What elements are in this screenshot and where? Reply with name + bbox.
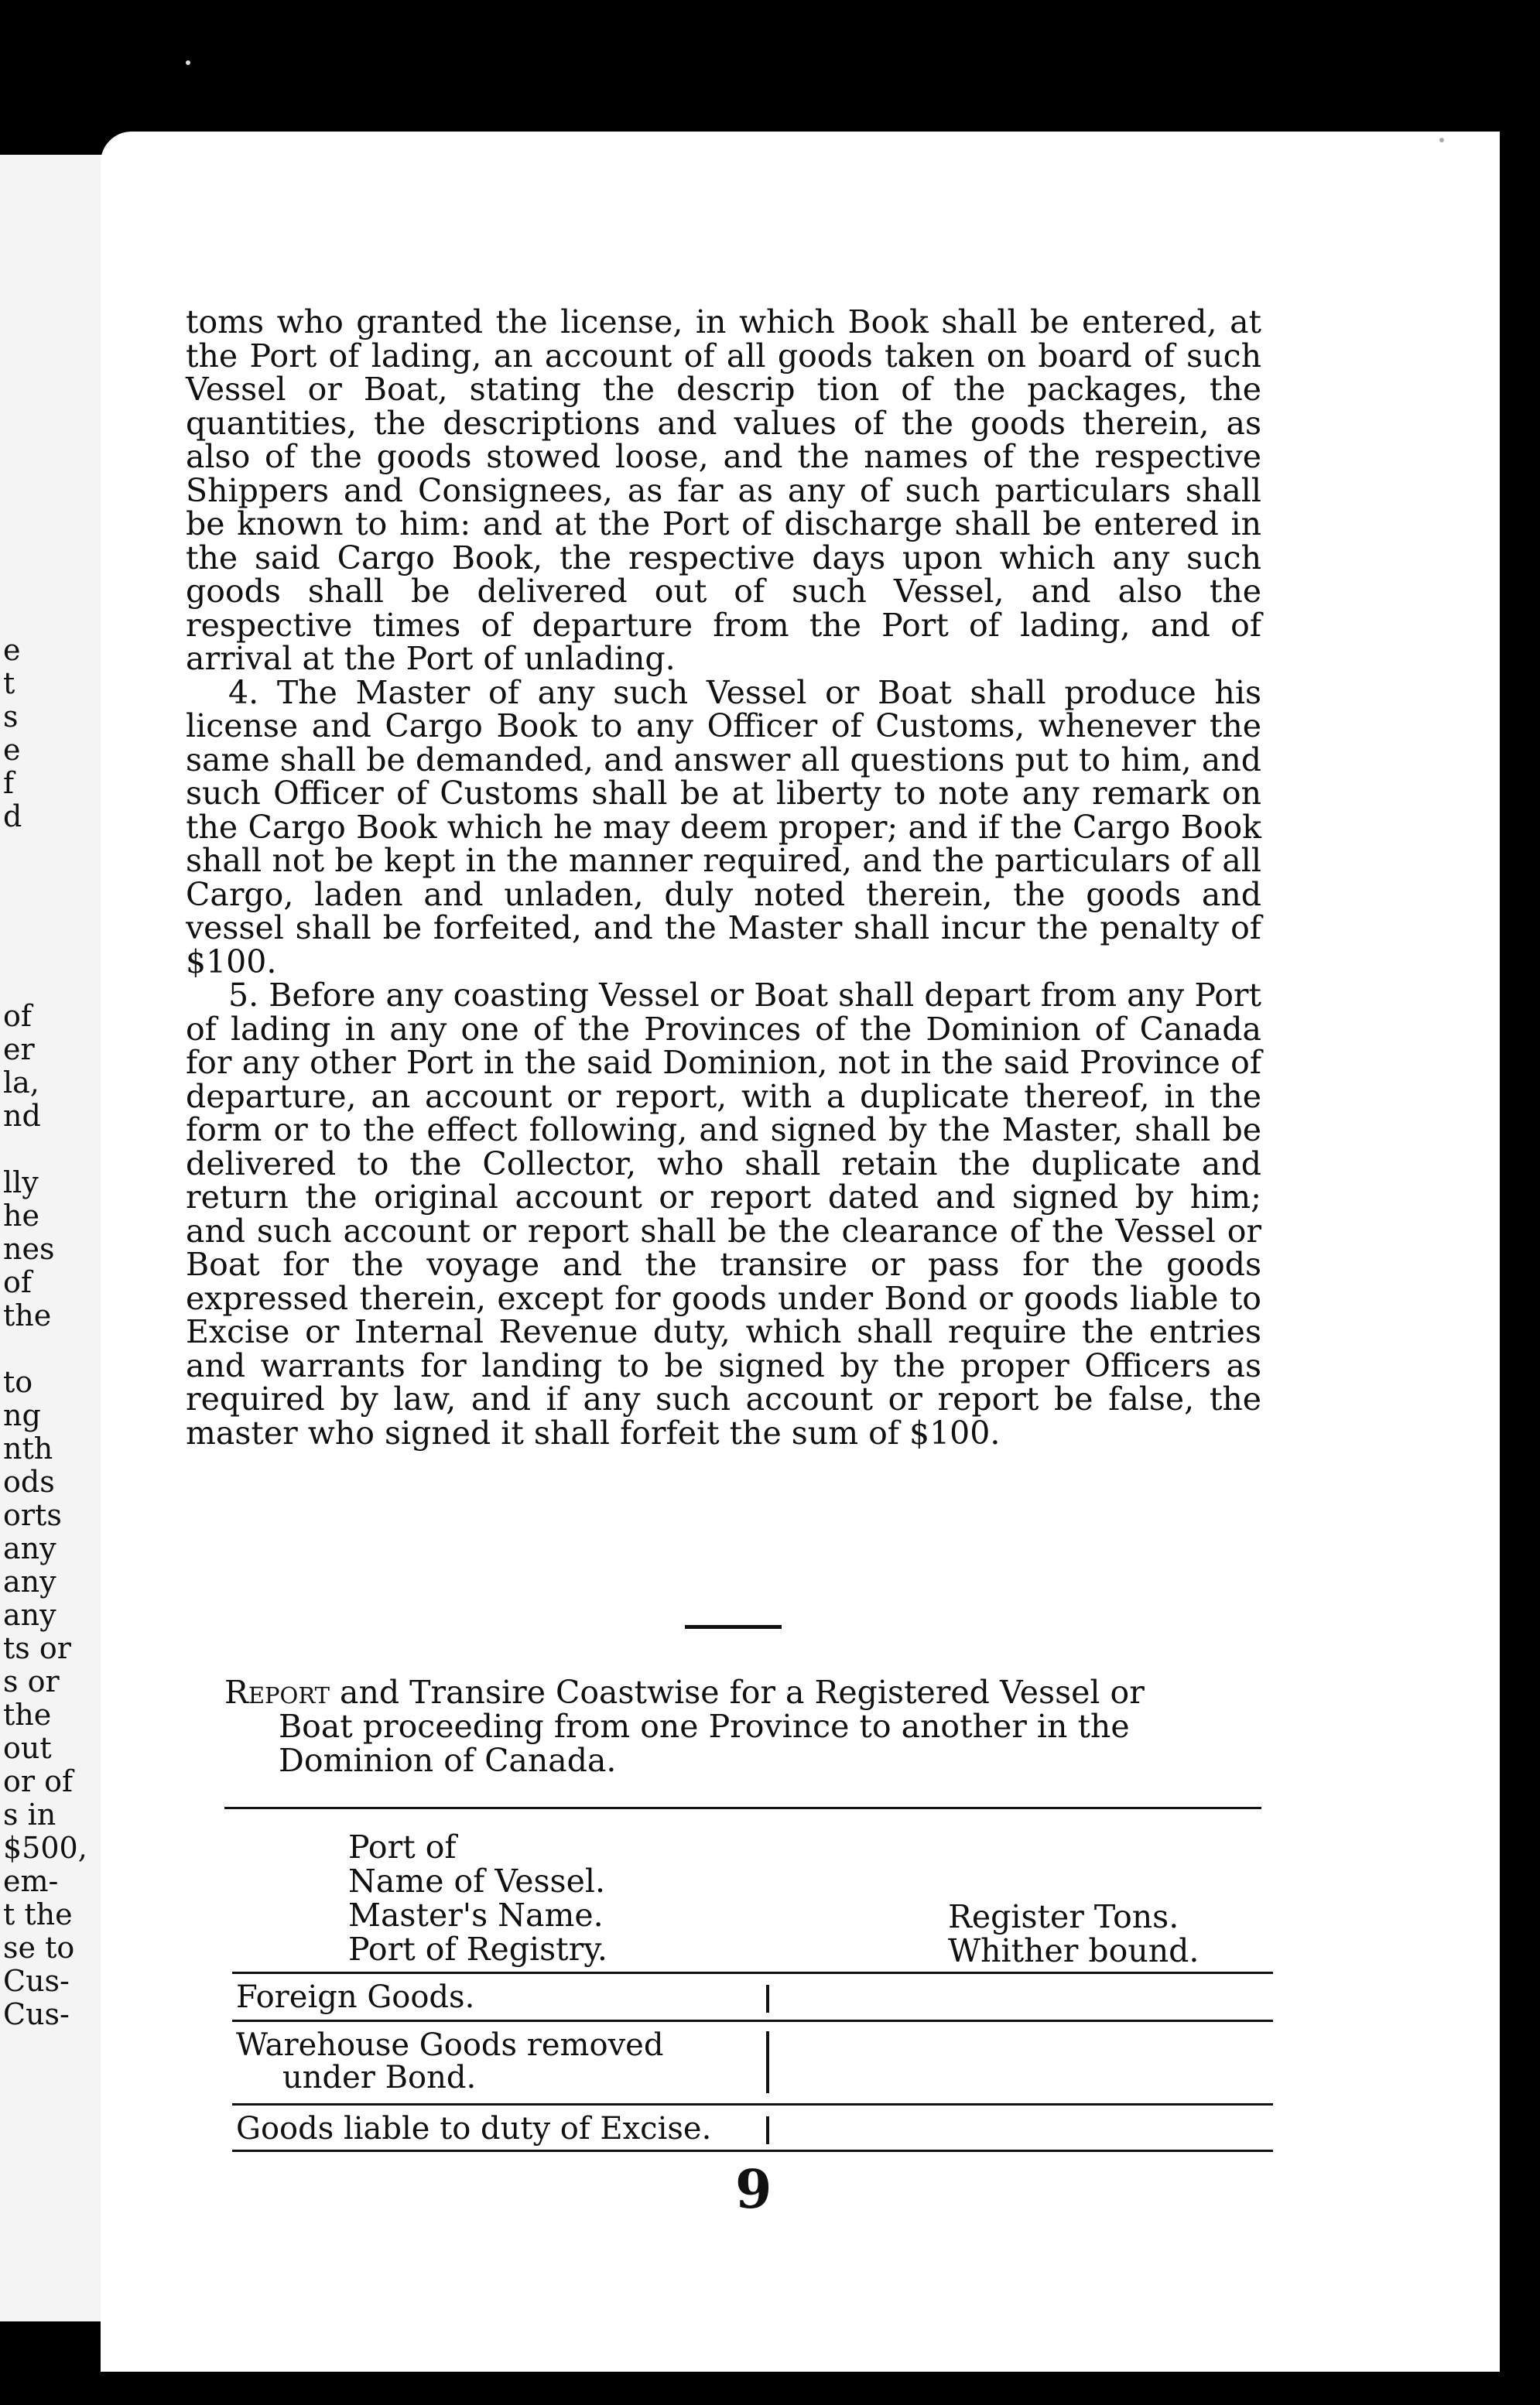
column-divider-1 (766, 1985, 769, 2013)
adjacent-page-fragment: any (3, 1531, 56, 1565)
paragraph-continued: toms who granted the license, in which Book shall be entered, at the Port of lading, an account of all goods taken on board of such Vessel or Boat, stating the descrip tion of the packages, the quantities, the descriptions and values of the goods therein, as also of the goods stowed loose, and the names of the respective Shippers and Consignees, as far as any of such particulars shall be known to him: and at the Port of discharge shall be entered in the said Cargo Book, the respective days upon which any such goods shall be delivered out of such Vessel, and also the respective times of departure from the Port of lading, and of arrival at the Port of unlading. (186, 303, 1261, 677)
paragraph-section-4: 4. The Master of any such Vessel or Boat shall produce his license and Cargo Book to any Officer of Customs, whenever the same shall be demanded, and answer all questions put to him, and such Officer of Customs shall be at liberty to note any remark on the Cargo Book which he may deem proper; and if the Cargo Book shall not be kept in the manner required, and the particulars of all Cargo, laden and unladen, duly noted therein, the goods and vessel shall be forfeited, and the Master shall incur the penalty of $100. (186, 673, 1261, 980)
form-rule-4 (232, 2150, 1273, 2152)
adjacent-page-fragment: e (3, 733, 21, 767)
adjacent-page-fragment: s in (3, 1798, 56, 1832)
column-divider-3 (766, 2116, 769, 2144)
section-divider (685, 1625, 782, 1629)
adjacent-page-fragment: any (3, 1598, 56, 1632)
report-form-title (224, 1675, 1261, 1777)
adjacent-page-fragment: nd (3, 1099, 41, 1133)
form-rule-2 (232, 2020, 1273, 2022)
form-header-left (348, 1830, 607, 1966)
adjacent-page-fragment: Cus- (3, 1964, 70, 1998)
master-name-label: Master's Name. (348, 1897, 604, 1934)
adjacent-page-fragment: e (3, 633, 21, 667)
adjacent-page-fragment: ods (3, 1465, 55, 1499)
adjacent-page-fragment: nes (3, 1232, 55, 1266)
adjacent-page-fragment: the (3, 1298, 52, 1332)
excise-goods-label: Goods liable to duty of Excise. (236, 2111, 712, 2147)
vessel-name-label: Name of Vessel. (348, 1863, 605, 1900)
adjacent-page-fragment: la, (3, 1066, 39, 1100)
form-top-rule (224, 1807, 1261, 1809)
report-title-line1: and Transire Coastwise for a Registered Vessel or (330, 1674, 1145, 1711)
adjacent-page-fragment: er (3, 1032, 35, 1066)
port-of-label: Port of (348, 1829, 457, 1866)
adjacent-page-fragment: of (3, 999, 32, 1033)
adjacent-page-fragment: lly (3, 1165, 39, 1199)
adjacent-page-fragment: d (3, 799, 22, 833)
warehouse-goods-label-1: Warehouse Goods removed (236, 2027, 664, 2063)
warehouse-goods-label-2: under Bond. (282, 2060, 477, 2095)
adjacent-page-fragment: t the (3, 1897, 73, 1931)
adjacent-page-fragment: nth (3, 1432, 53, 1466)
page-number: 9 (735, 2159, 772, 2221)
adjacent-page-fragment: f (3, 766, 15, 800)
paragraph-section-5: 5. Before any coasting Vessel or Boat shall depart from any Port of lading in any one of the Provinces of the Dominion of Canada for any other Port in the said Dominion, not in the said Province of departure, an account or report, with a duplicate thereof, in the form or to the effect following, and signed by the Master, shall be delivered to the Collector, who shall retain the duplicate and return the original account or report dated and signed by him; and such account or report shall be the clearance of the Vessel or Boat for the voyage and the transire or pass for the goods expressed therein, except for goods under Bond or goods liable to Excise or Internal Revenue duty, which shall require the entries and warrants for landing to be signed by the proper Officers as required by law, and if any such account or report be false, the master who signed it shall forfeit the sum of $100. (186, 977, 1261, 1452)
form-header-right (948, 1900, 1199, 1968)
adjacent-page-fragment: of (3, 1265, 32, 1299)
adjacent-page-fragment: or of (3, 1764, 74, 1798)
adjacent-page-fragment: $500, (3, 1831, 87, 1865)
adjacent-page-fragment: t (3, 666, 15, 700)
register-tons-label: Register Tons. (948, 1898, 1179, 1935)
adjacent-page-fragment: any (3, 1565, 56, 1599)
body-text (186, 303, 1261, 1452)
adjacent-page-fragment: s or (3, 1664, 60, 1699)
port-registry-label: Port of Registry. (348, 1931, 607, 1968)
adjacent-page-fragment: orts (3, 1498, 62, 1532)
report-title-lead: Report (224, 1674, 330, 1711)
report-title-line2: Boat proceeding from one Province to another in the (279, 1708, 1130, 1745)
adjacent-page-fragment: s (3, 700, 19, 734)
form-rule-3 (232, 2103, 1273, 2106)
whither-bound-label: Whither bound. (948, 1932, 1199, 1969)
adjacent-page-fragment: ng (3, 1398, 41, 1432)
adjacent-page-fragment: he (3, 1199, 39, 1233)
adjacent-page-fragment: em- (3, 1864, 59, 1898)
adjacent-page-fragment: se to (3, 1931, 75, 1965)
adjacent-page-fragment: out (3, 1731, 52, 1765)
document-page (101, 132, 1500, 2372)
adjacent-page-fragment: Cus- (3, 1997, 70, 2031)
form-rule-1 (232, 1972, 1273, 1974)
report-title-line3: Dominion of Canada. (279, 1742, 617, 1779)
scan-speck (186, 60, 190, 65)
foreign-goods-label: Foreign Goods. (236, 1979, 475, 2015)
adjacent-page-fragment: to (3, 1365, 33, 1399)
column-divider-2 (766, 2031, 769, 2093)
adjacent-page-fragment: ts or (3, 1631, 71, 1665)
adjacent-page-fragment: the (3, 1698, 52, 1732)
scan-speck (1439, 138, 1444, 142)
